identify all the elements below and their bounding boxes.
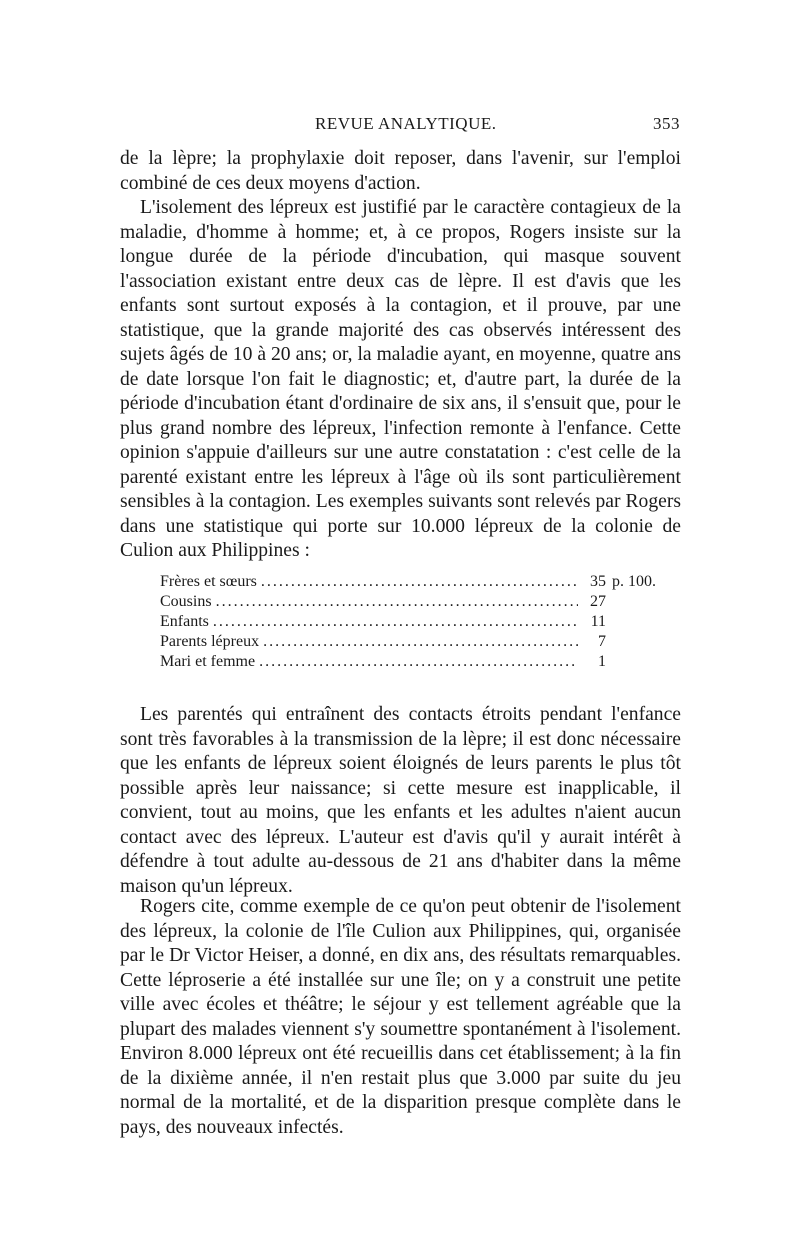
leader-dots <box>261 572 578 592</box>
row-label: Mari et femme <box>160 653 256 670</box>
paragraph-text: de la lèpre; la prophylaxie doit reposer, dans l'avenir, sur l'emploi combiné de ces deux moyens d'action. <box>120 148 681 194</box>
header-title: REVUE ANALYTIQUE. <box>315 114 497 133</box>
table-row <box>160 592 682 612</box>
leader-dots <box>259 652 578 672</box>
paragraph-kinship <box>120 703 681 899</box>
paragraph-culion <box>120 895 681 1140</box>
table-row <box>160 612 682 632</box>
row-unit: p. 100. <box>612 573 656 590</box>
row-value: 1 <box>598 653 606 670</box>
paragraph-continued <box>120 147 681 196</box>
paragraph-isolation <box>120 196 681 564</box>
table-row <box>160 652 682 672</box>
leader-dots <box>213 612 578 632</box>
page-number: 353 <box>653 114 680 133</box>
row-label: Enfants <box>160 613 209 630</box>
row-value: 35 <box>590 573 606 590</box>
leader-dots <box>263 632 578 652</box>
row-label: Frères et sœurs <box>160 573 257 590</box>
row-label: Cousins <box>160 593 212 610</box>
paragraph-text: L'isolement des lépreux est justifié par le caractère contagieux de la maladie, d'homme à homme; et, à ce propos, Rogers insiste sur la longue durée de la période d'incubation, qui masque souvent l'association existant entre deux cas de lèpre. Il est d'avis que les enfants sont surtout exposés à la contagion, et il prouve, par une statistique, que la grande majorité des cas observés intéressent des sujets âgés de 10 à 20 ans; or, la maladie ayant, en moyenne, quatre ans de date lorsque l'on fait le diagnostic; et, d'autre part, la durée de la période d'incubation étant d'ordinaire de six ans, il s'ensuit que, pour le plus grand nombre des lépreux, l'infection remonte à l'enfance. Cette opinion s'appuie d'ailleurs sur une autre constatation : c'est celle de la parenté existant entre les lépreux à l'âge où ils sont particulièrement sensibles à la contagion. Les exemples suivants sont relevés par Rogers dans une statistique qui porte sur 10.000 lépreux de la colonie de Culion aux Philippines : <box>120 197 681 561</box>
row-label: Parents lépreux <box>160 633 260 650</box>
running-header <box>160 114 680 138</box>
table-row <box>160 572 682 592</box>
table-row <box>160 632 682 652</box>
paragraph-text: Les parentés qui entraînent des contacts étroits pendant l'enfance sont très favorables à la transmission de la lèpre; il est donc nécessaire que les enfants de lépreux soient éloignés de leurs parents le plus tôt possible après leur naissance; si cette mesure est inapplicable, il convient, tout au moins, que les enfants et les adultes n'aient aucun contact avec des lépreux. L'auteur est d'avis qu'il y aurait intérêt à défendre à tout adulte au-dessous de 21 ans d'habiter dans la même maison qu'un lépreux. <box>120 704 681 897</box>
leader-dots <box>216 592 578 612</box>
row-value: 7 <box>598 633 606 650</box>
row-value: 27 <box>590 593 606 610</box>
kinship-statistics-table <box>160 572 682 672</box>
row-value: 11 <box>590 613 606 630</box>
paragraph-text: Rogers cite, comme exemple de ce qu'on peut obtenir de l'isolement des lépreux, la colonie de l'île Culion aux Philippines, qui, organisée par le Dr Victor Heiser, a donné, en dix ans, des résultats remarquables. Cette léproserie a été installée sur une île; on y a construit une petite ville avec écoles et théâtre; le séjour y est tellement agréable que la plupart des malades viennent s'y soumettre spontanément à l'isolement. Environ 8.000 lépreux ont été recueillis dans cet établissement; à la fin de la dixième année, il n'en restait plus que 3.000 par suite du jeu normal de la mortalité, et de la disparition presque complète dans le pays, des nouveaux infectés. <box>120 896 681 1138</box>
